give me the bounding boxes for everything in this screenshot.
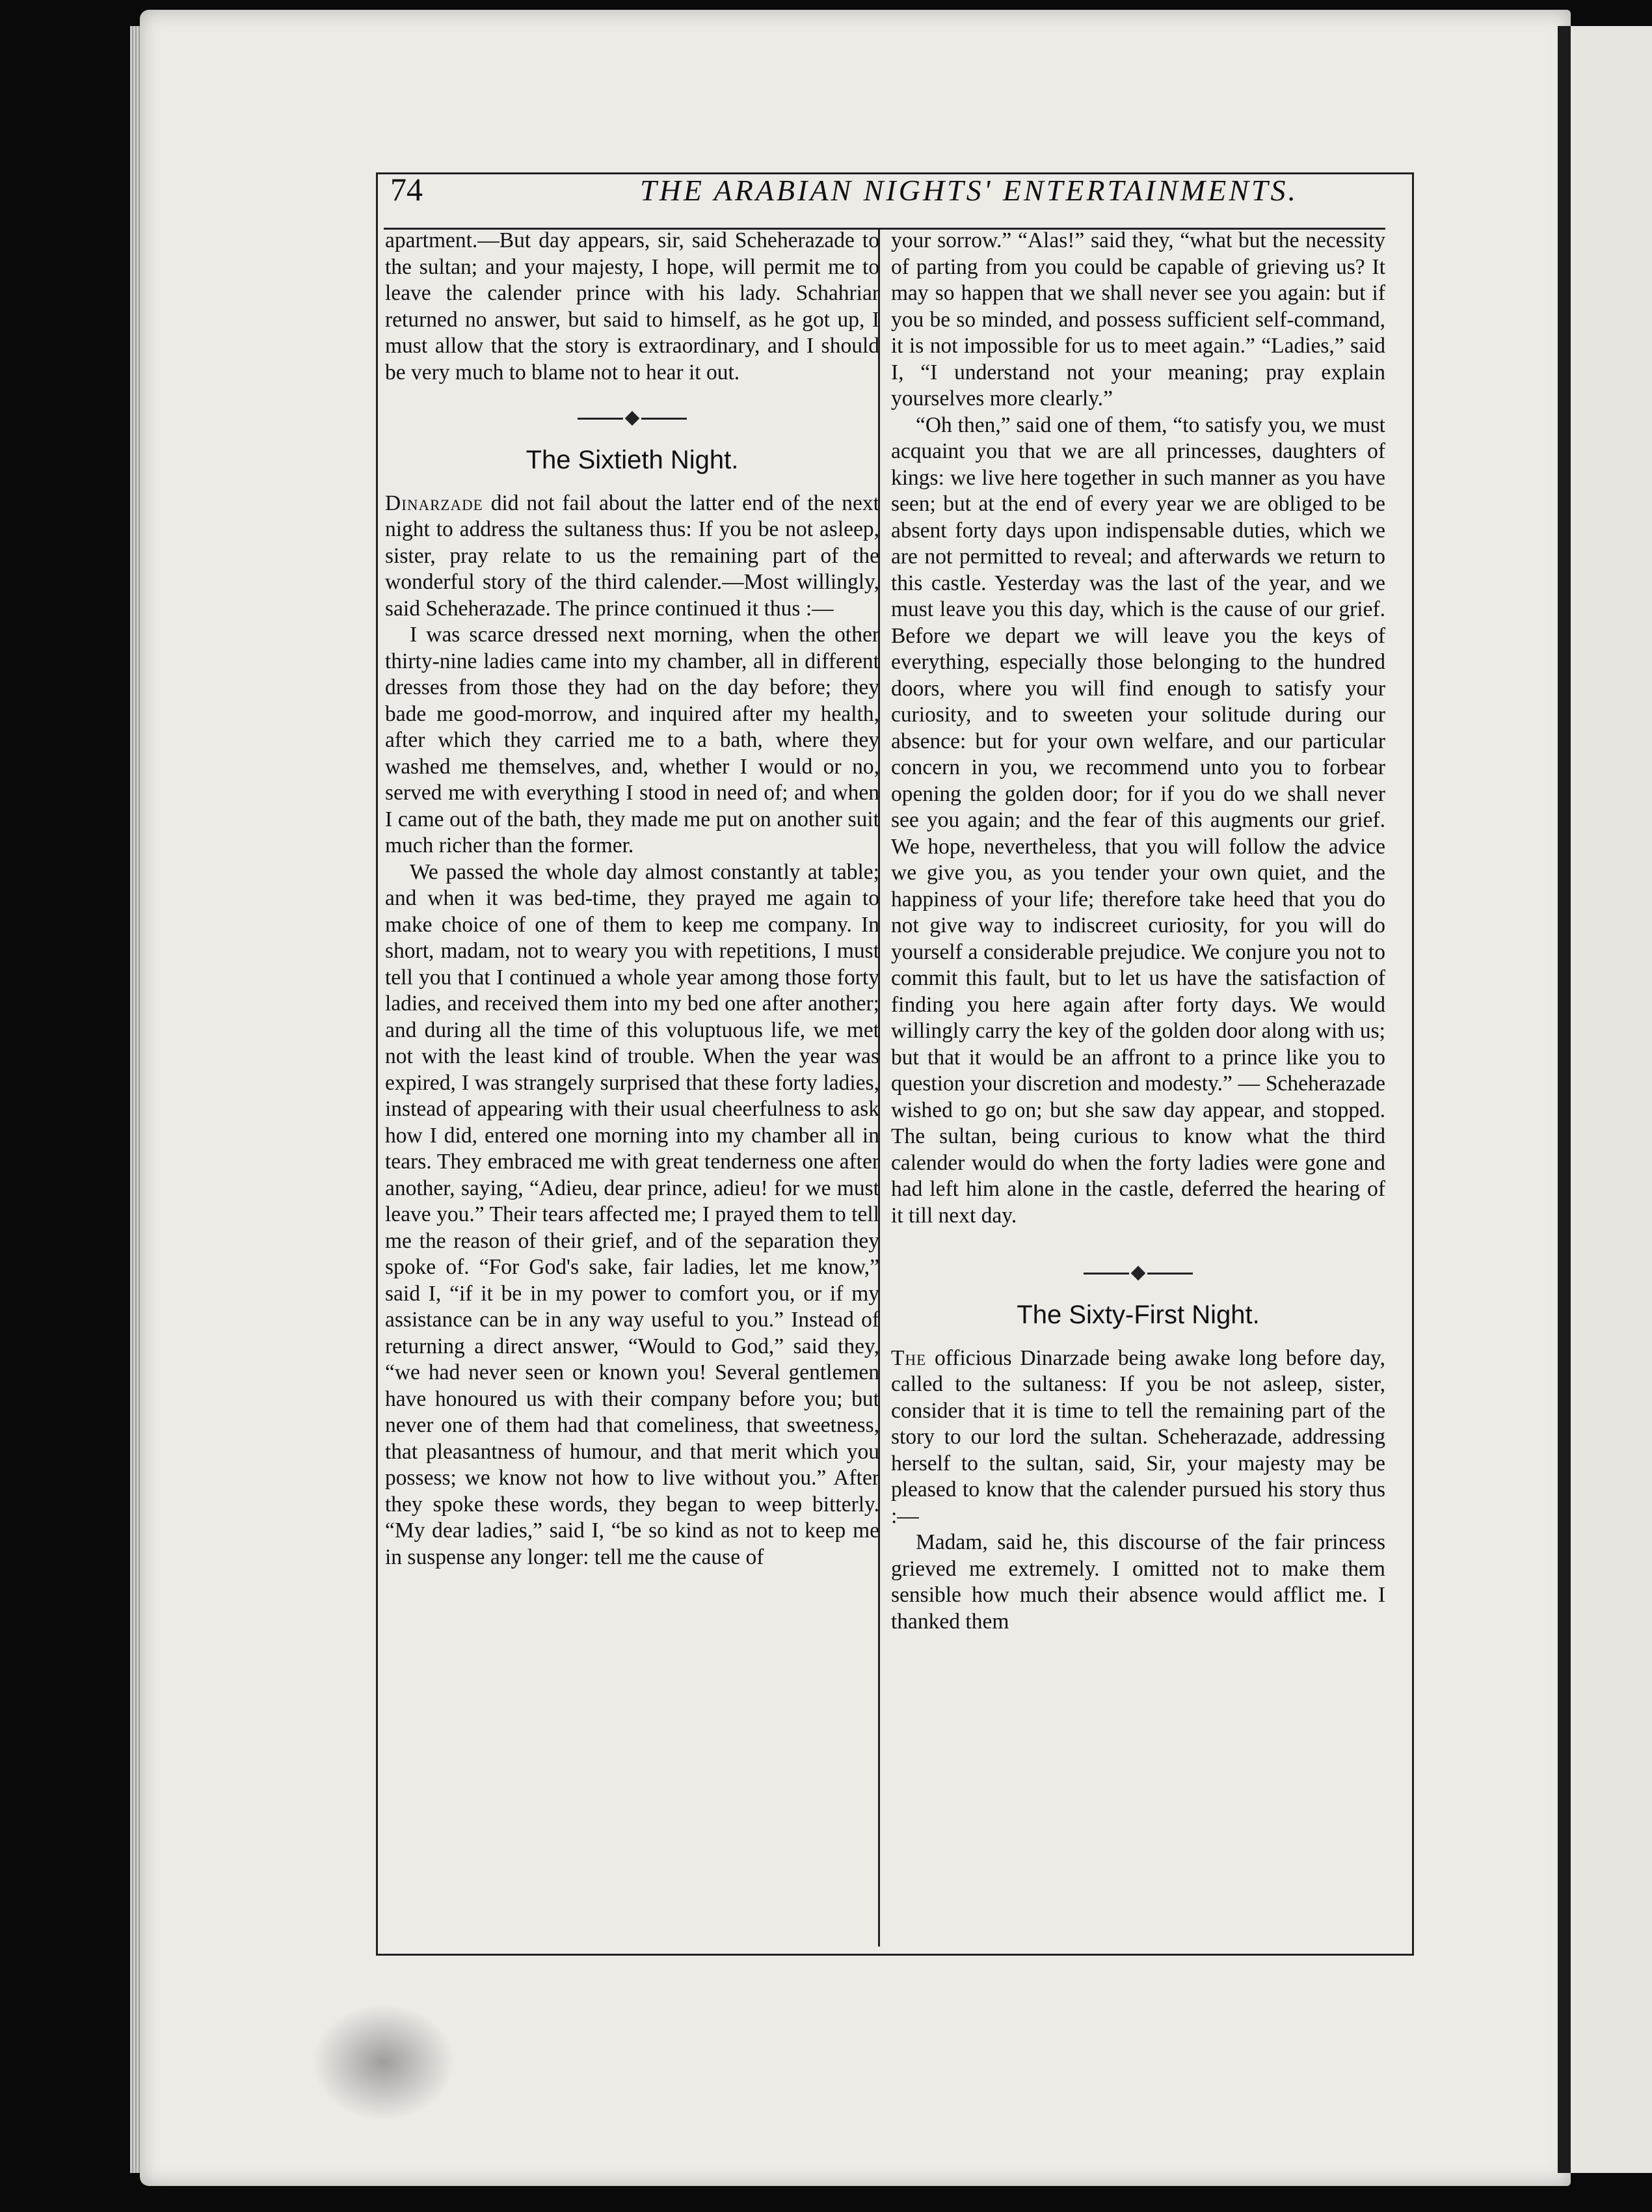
running-title: THE ARABIAN NIGHTS' ENTERTAINMENTS.: [640, 174, 1298, 207]
lead-word: Dinarzade: [385, 491, 483, 515]
paragraph: apartment.—But day appears, sir, said Scheherazade to the sultan; and your majesty, I hope, will permit me to leave the calender prince with his lady. Schahriar returned no answer, but said to himself, as he got up, I must allow that the story is extraordinary, and I should be very much to blame not to hear it out.: [385, 228, 879, 384]
section-heading: The Sixtieth Night.: [526, 446, 739, 474]
lead-word: The: [891, 1345, 927, 1370]
left-column: [385, 228, 879, 1571]
ink-stain: [312, 2004, 455, 2121]
paragraph: We passed the whole day almost constantly at table; and when it was bed-time, they prayed me again to make choice of one of them to keep me company. In short, madam, not to weary you with repetitions, I must tell you that I continued a whole year among those forty ladies, and received them into my bed one after another; and during all the time of this voluptuous life, we met not with the least kind of trouble. When the year was expired, I was strangely surprised that these forty ladies, instead of appearing with their usual cheerfulness to ask how I did, entered one morning into my chamber all in tears. They embraced me with great tenderness one after another, saying, “Adieu, dear prince, adieu! for we must leave you.” Their tears affected me; I prayed them to tell me the reason of their grief, and of the separation they spoke of. “For God's sake, fair ladies, let me know,” said I, “if it be in my power to comfort you, or if my assistance can be in any way useful to you.” Instead of returning a direct answer, “Would to God,” said they, “we had never seen or known you! Several gentlemen have honoured us with their company before you; but never one of them had that comeliness, that sweetness, that pleasantness of humour, and that merit which you possess; we know not how to live without you.” After they spoke these words, they began to weep bitterly. “My dear ladies,” said I, “be so kind as not to keep me in suspense any longer: tell me the cause of: [385, 859, 879, 1569]
right-column: [891, 228, 1385, 1635]
paragraph: I was scarce dressed next morning, when the other thirty-nine ladies came into my chamber, all in different dresses from those they had on the day before; they bade me good-morrow, and inquired after my health, after which they carried me to a bath, where they washed me themselves, and, whether I would or no, served me with everything I stood in need of; and when I came out of the bath, they made me put on another suit much richer than the former.: [385, 623, 879, 857]
paragraph: The officious Dinarzade being awake long before day, called to the sultaness: If you be not asleep, sister, consider that it is time to tell the remaining part of the story to our lord the sultan. Scheherazade, addressing herself to the sultan, said, Sir, your majesty may be pleased to know that the calender pursued his story thus :—: [891, 1345, 1385, 1528]
paragraph: Dinarzade did not fail about the latter end of the next night to address the sultaness thus: If you be not asleep, sister, pray relate to us the remaining part of the wonderful story of the third calender.—Most willingly, said Scheherazade. The prince continued it thus :—: [385, 491, 879, 621]
page-number: 74: [390, 171, 423, 208]
running-header: [390, 170, 1405, 216]
section-heading: The Sixty-First Night.: [1017, 1301, 1260, 1329]
paragraph: Madam, said he, this discourse of the fair princess grieved me extremely. I omitted not to make them sensible how much their absence would afflict me. I thanked them: [891, 1530, 1385, 1634]
section-ornament: [385, 404, 879, 424]
paragraph: your sorrow.” “Alas!” said they, “what but the necessity of parting from you could be capable of grieving us? It may so happen that we shall never see you again: but if you be so minded, and possess sufficient self-command, it is not impossible for us to meet again.” “Ladies,” said I, “I understand not your meaning; pray explain yourselves more clearly.”: [891, 228, 1385, 411]
book-gutter: [1558, 26, 1572, 2173]
facing-page-edge: [1571, 26, 1652, 2173]
paragraph: “Oh then,” said one of them, “to satisfy you, we must acquaint you that we are all princesses, daughters of kings: we live here together in such manner as you have seen; but at the end of every year we are obliged to be absent forty days upon indispensable duties, which we are not permitted to reveal; and afterwards we return to this castle. Yesterday was the last of the year, and we must leave you this day, which is the cause of our grief. Before we depart we will leave you the keys of everything, especially those belonging to the hundred doors, where you will find enough to satisfy your curiosity, and to sweeten your solitude during our absence: but for your own welfare, and our particular concern in you, we recommend unto you to forbear opening the golden door; for if you do we shall never see you again; and the fear of this augments our grief. We hope, nevertheless, that you will follow the advice we give you, as you tender your own quiet, and the happiness of your life; therefore take heed that you do not give way to indiscreet curiosity, for you will do yourself a considerable prejudice. We conjure you not to commit this fault, but to let us have the satisfaction of finding you here again after forty days. We would willingly carry the key of the golden door along with us; but that it would be an affront to a prince like you to question your discretion and modesty.” — Scheherazade wished to go on; but she saw day appear, and stopped. The sultan, being curious to know what the third calender would do when the forty ladies were gone and had left him alone in the castle, deferred the hearing of it till next day.: [891, 412, 1385, 1228]
section-ornament: [891, 1259, 1385, 1278]
